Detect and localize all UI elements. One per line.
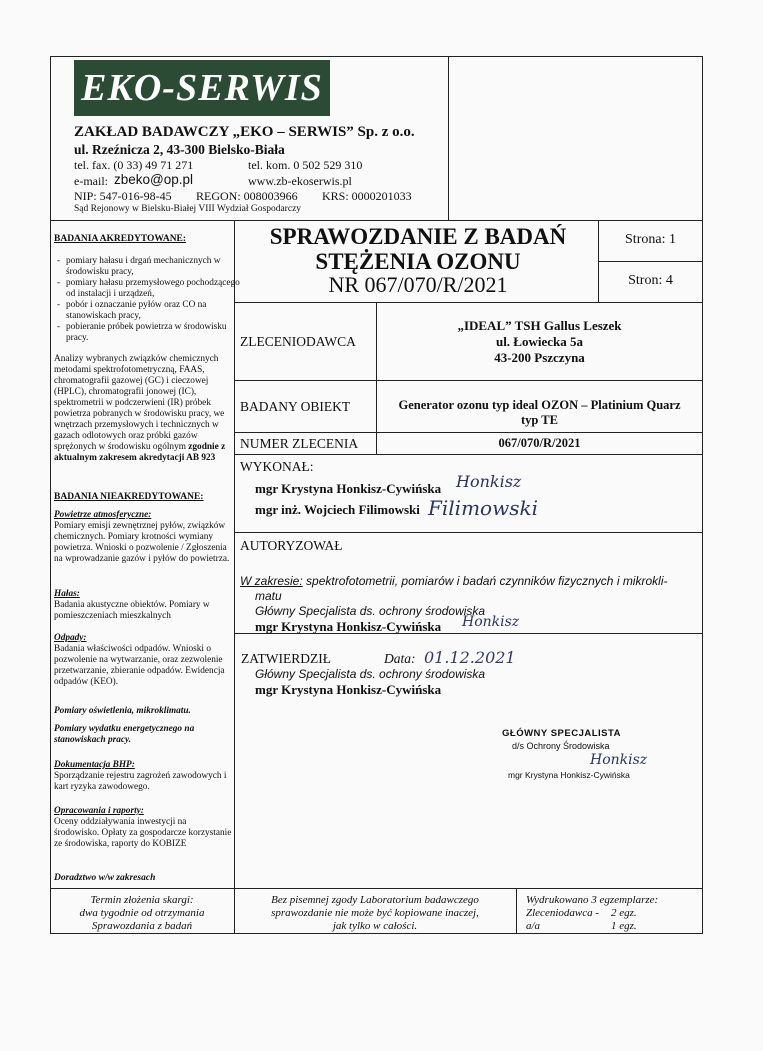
copy-line1: Bez pisemnej zgody Laboratorium badawczego xyxy=(271,894,479,906)
regon: REGON: 008003966 xyxy=(196,189,298,203)
consulting-note: Doradztwo w/w zakresach xyxy=(54,873,156,883)
printed-client-value: 2 egz. xyxy=(611,907,637,919)
printed-archive-value: 1 egz. xyxy=(611,920,637,932)
authorized-label: AUTORYZOWAŁ xyxy=(240,538,343,553)
company-name: ZAKŁAD BADAWCZY „EKO – SERWIS” Sp. z o.o. xyxy=(74,124,415,140)
logo-text: EKO-SERWIS xyxy=(81,67,323,109)
footer-divider xyxy=(516,888,517,934)
section-waste xyxy=(54,633,232,688)
client-name: „IDEAL” TSH Gallus Leszek xyxy=(457,318,622,333)
performer-2: mgr inż. Wojciech Filimowski xyxy=(255,502,420,517)
section-title: Opracowania i raporty: xyxy=(54,806,144,816)
performer-1: mgr Krystyna Honkisz-Cywińska xyxy=(255,481,442,496)
client-city: 43-200 Pszczyna xyxy=(494,350,585,365)
section-noise xyxy=(54,589,232,622)
header-vertical-divider xyxy=(448,56,449,220)
section-title: Hałas: xyxy=(54,589,80,599)
report-title-line2: STĘŻENIA OZONU xyxy=(315,249,521,274)
accredited-item: - pobieranie próbek powietrza w środowisku pracy. xyxy=(66,322,246,344)
email-link[interactable]: zbeko@op.pl xyxy=(114,172,194,187)
analysis-paragraph xyxy=(54,354,232,464)
section-reports xyxy=(54,806,232,850)
section-text: Pomiary emisji zewnętrznej pyłów, związków chemicznych. Pomiary krotności wymiany powietrza. Wnioski o pozwolenie / Zgłoszenia na wprowadzanie gazów i pyłów do powietrza. xyxy=(54,521,230,564)
section-text: Oceny oddziaływania inwestycji na środowisko. Opłaty za gospodarcze korzystanie ze środowiska, raporty do KOBIZE xyxy=(54,817,232,849)
accredited-item: - pomiary hałasu i drgań mechanicznych w środowisku pracy, xyxy=(66,256,246,278)
object-line1: Generator ozonu typ ideal OZON – Platinium Quarz xyxy=(398,398,681,412)
client-street: ul. Łowiecka 5a xyxy=(495,334,584,349)
section-text: Sporządzanie rejestru zagrożeń zawodowych i kart ryzyka zawodowego. xyxy=(54,771,227,792)
approval-date: 01.12.2021 xyxy=(424,648,516,667)
approved-label: ZATWIERDZIŁ xyxy=(241,651,331,666)
stamp-subtitle: d/s Ochrony Środowiska xyxy=(512,741,610,751)
scope-text: spektrofotometrii, pomiarów i badań czynników fizycznych i mikrokli- xyxy=(302,574,668,588)
scope-prefix: W zakresie: xyxy=(240,574,303,588)
object-line2: typ TE xyxy=(521,413,558,427)
object-hline xyxy=(234,432,703,433)
report-number: NR 067/070/R/2021 xyxy=(328,272,508,297)
complaint-line2: dwa tygodnie od otrzymania xyxy=(79,907,205,919)
scope-text-continuation: matu xyxy=(255,589,282,603)
email-label: e-mail: xyxy=(74,174,108,188)
order-hline xyxy=(234,454,703,455)
authorized-role: Główny Specjalista ds. ochrony środowiska xyxy=(255,604,486,618)
performed-hline xyxy=(234,532,703,533)
performed-label: WYKONAŁ: xyxy=(240,459,314,474)
tel-kom: tel. kom. 0 502 529 310 xyxy=(248,158,363,172)
page-number: Strona: 1 xyxy=(625,232,676,247)
approved-person: mgr Krystyna Honkisz-Cywińska xyxy=(255,682,442,697)
stamp-signature: Honkisz xyxy=(590,752,648,768)
accredited-item: - pomiary hałasu przemysłowego pochodzącego od instalacji i urządzeń, xyxy=(66,278,246,300)
company-address: ul. Rzeźnicza 2, 43-300 Bielsko-Biała xyxy=(74,142,285,157)
complaint-line1: Termin złożenia skargi: xyxy=(90,894,194,906)
object-label: BADANY OBIEKT xyxy=(240,399,351,414)
stamp-title: GŁÓWNY SPECJALISTA xyxy=(502,728,621,739)
section-title: Odpady: xyxy=(54,633,87,643)
accredited-item: - pobór i oznaczanie pyłów oraz CO na stanowiskach pracy, xyxy=(66,300,246,322)
krs: KRS: 0000201033 xyxy=(322,189,412,203)
section-title: Dokumentacja BHP: xyxy=(54,760,135,770)
analysis-text: Analizy wybranych związków chemicznych metodami spektrofotometryczną, FAAS, chromatografii gazowej (GC) i cieczowej (HPLC), chromatografii jonowej (IC), spektrometrii w podczerwieni (IR) próbek powietrza pobranych w środowisku pracy, we wnętrzach przemysłowych i technicznych w gazach odlotowych oraz próbki gazów sprężonych w środowisku ogólnym xyxy=(54,354,225,452)
authorized-scope xyxy=(240,574,667,588)
court-register: Sąd Rejonowy w Bielsku-Białej VIII Wydział Gospodarczy xyxy=(74,204,302,214)
section-title: Pomiary oświetlenia, mikroklimatu. xyxy=(54,706,191,716)
nip: NIP: 547-016-98-45 xyxy=(74,189,172,203)
copy-line2: sprawozdanie nie może być kopiowane inaczej, xyxy=(271,907,479,919)
page-count: Stron: 4 xyxy=(628,273,673,288)
section-text: Badania akustyczne obiektów. Pomiary w pomieszczeniach mieszkalnych xyxy=(54,600,210,621)
client-hline xyxy=(234,380,703,381)
section-text: Badania właściwości odpadów. Wnioski o pozwolenie na wytwarzanie, oraz zezwolenie przetwarzanie, zbieranie odpadów. Ewidencja odpadów (KEO). xyxy=(54,644,225,687)
title-hline xyxy=(234,302,703,303)
stamp-name: mgr Krystyna Honkisz-Cywińska xyxy=(508,770,630,780)
accredited-list xyxy=(52,256,246,344)
printed-archive-label: a/a xyxy=(526,920,541,932)
pages-hline xyxy=(598,261,703,262)
section-atmosphere xyxy=(54,510,232,565)
section-title: Pomiary wydatku energetycznego na stanowiskach pracy. xyxy=(54,724,195,745)
website-link[interactable]: www.zb-ekoserwis.pl xyxy=(248,174,352,188)
complaint-line3: Sprawozdania z badań xyxy=(91,920,193,932)
accredited-title: BADANIA AKREDYTOWANE: xyxy=(54,234,187,244)
copy-line3: jak tylko w całości. xyxy=(332,920,418,932)
header-divider xyxy=(50,220,703,221)
printed-client-label: Zleceniodawca - xyxy=(526,907,600,919)
section-bhp xyxy=(54,760,232,793)
report-title-line1: SPRAWOZDANIE Z BADAŃ xyxy=(269,224,567,249)
signature-1: Honkisz xyxy=(456,472,522,491)
client-label: ZLECENIODAWCA xyxy=(240,334,356,349)
section-energy xyxy=(54,724,232,746)
order-number: 067/070/R/2021 xyxy=(498,436,581,450)
order-label: NUMER ZLECENIA xyxy=(240,436,359,451)
section-lighting xyxy=(54,706,232,717)
authorized-signature: Honkisz xyxy=(462,614,520,630)
date-label: Data: xyxy=(384,651,416,666)
approved-role: Główny Specjalista ds. ochrony środowiska xyxy=(255,667,486,681)
analysis-accreditation: zgodnie z aktualnym zakresem akredytacji AB 923 xyxy=(54,442,226,463)
signature-2: Filimowski xyxy=(428,496,538,520)
footer-hline xyxy=(50,888,703,889)
tel-fax: tel. fax. (0 33) 49 71 271 xyxy=(74,158,194,172)
company-logo xyxy=(74,60,330,116)
authorized-person: mgr Krystyna Honkisz-Cywińska xyxy=(255,619,442,634)
printed-line1: Wydrukowano 3 egzemplarze: xyxy=(526,894,659,906)
non-accredited-title: BADANIA NIEAKREDYTOWANE: xyxy=(54,492,204,502)
section-title: Powietrze atmosferyczne: xyxy=(54,510,152,520)
